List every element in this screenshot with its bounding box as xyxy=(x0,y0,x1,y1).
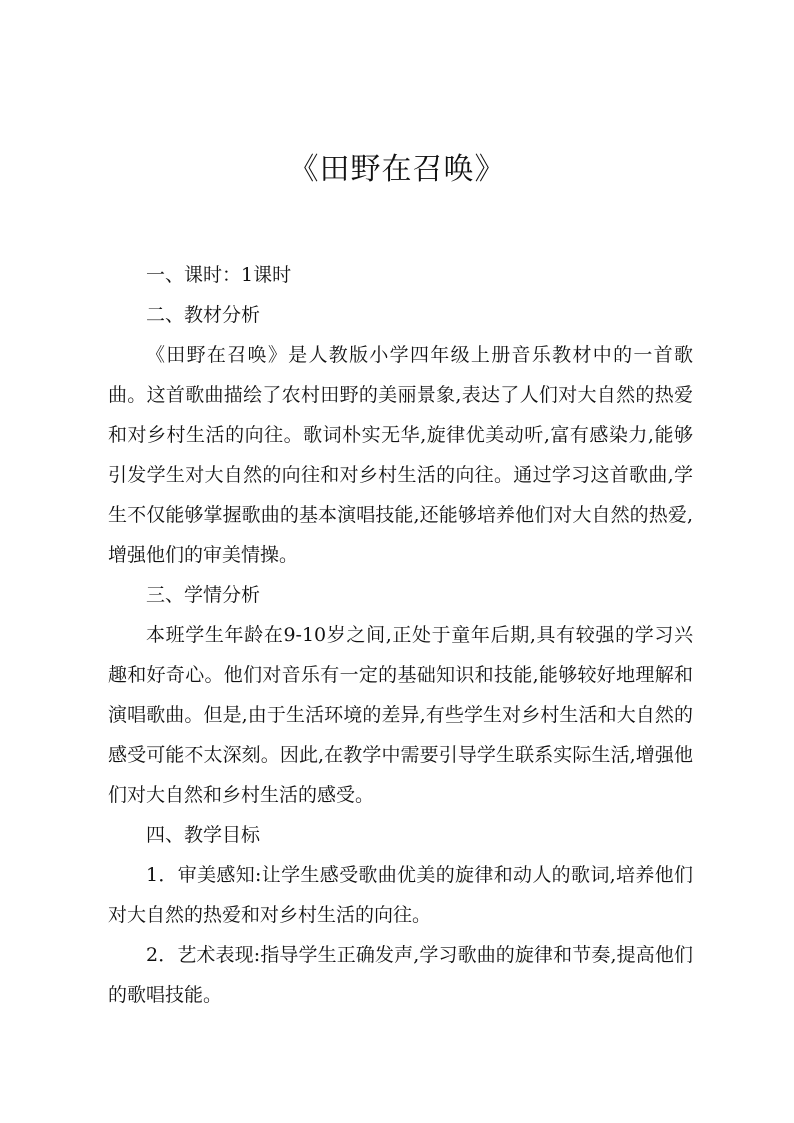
teaching-goal-1: 1．审美感知:让学生感受歌曲优美的旋律和动人的歌词,培养他们对大自然的热爱和对乡村生活的向往。 xyxy=(108,864,693,926)
document-title: 《田野在召唤》 xyxy=(288,152,506,187)
lesson-hours: 一、课时：1课时 xyxy=(146,264,292,286)
section-heading-student-analysis: 三、学情分析 xyxy=(146,584,261,606)
document-body xyxy=(108,255,693,1015)
section-heading-teaching-goals: 四、教学目标 xyxy=(146,824,261,846)
section-heading-material-analysis: 二、教材分析 xyxy=(146,304,261,326)
teaching-goal-2: 2．艺术表现:指导学生正确发声,学习歌曲的旋律和节奏,提高他们的歌唱技能。 xyxy=(108,944,693,1006)
section-body-material-analysis: 《田野在召唤》是人教版小学四年级上册音乐教材中的一首歌曲。这首歌曲描绘了农村田野的美丽景象,表达了人们对大自然的热爱和对乡村生活的向往。歌词朴实无华,旋律优美动听,富有感染力,能够引发学生对大自然的向往和对乡村生活的向往。通过学习这首歌曲,学生不仅能够掌握歌曲的基本演唱技能,还能够培养他们对大自然的热爱,增强他们的审美情操。 xyxy=(108,344,693,566)
section-body-student-analysis: 本班学生年龄在9-10岁之间,正处于童年后期,具有较强的学习兴趣和好奇心。他们对音乐有一定的基础知识和技能,能够较好地理解和演唱歌曲。但是,由于生活环境的差异,有些学生对乡村生活和大自然的感受可能不太深刻。因此,在教学中需要引导学生联系实际生活,增强他们对大自然和乡村生活的感受。 xyxy=(108,624,693,806)
